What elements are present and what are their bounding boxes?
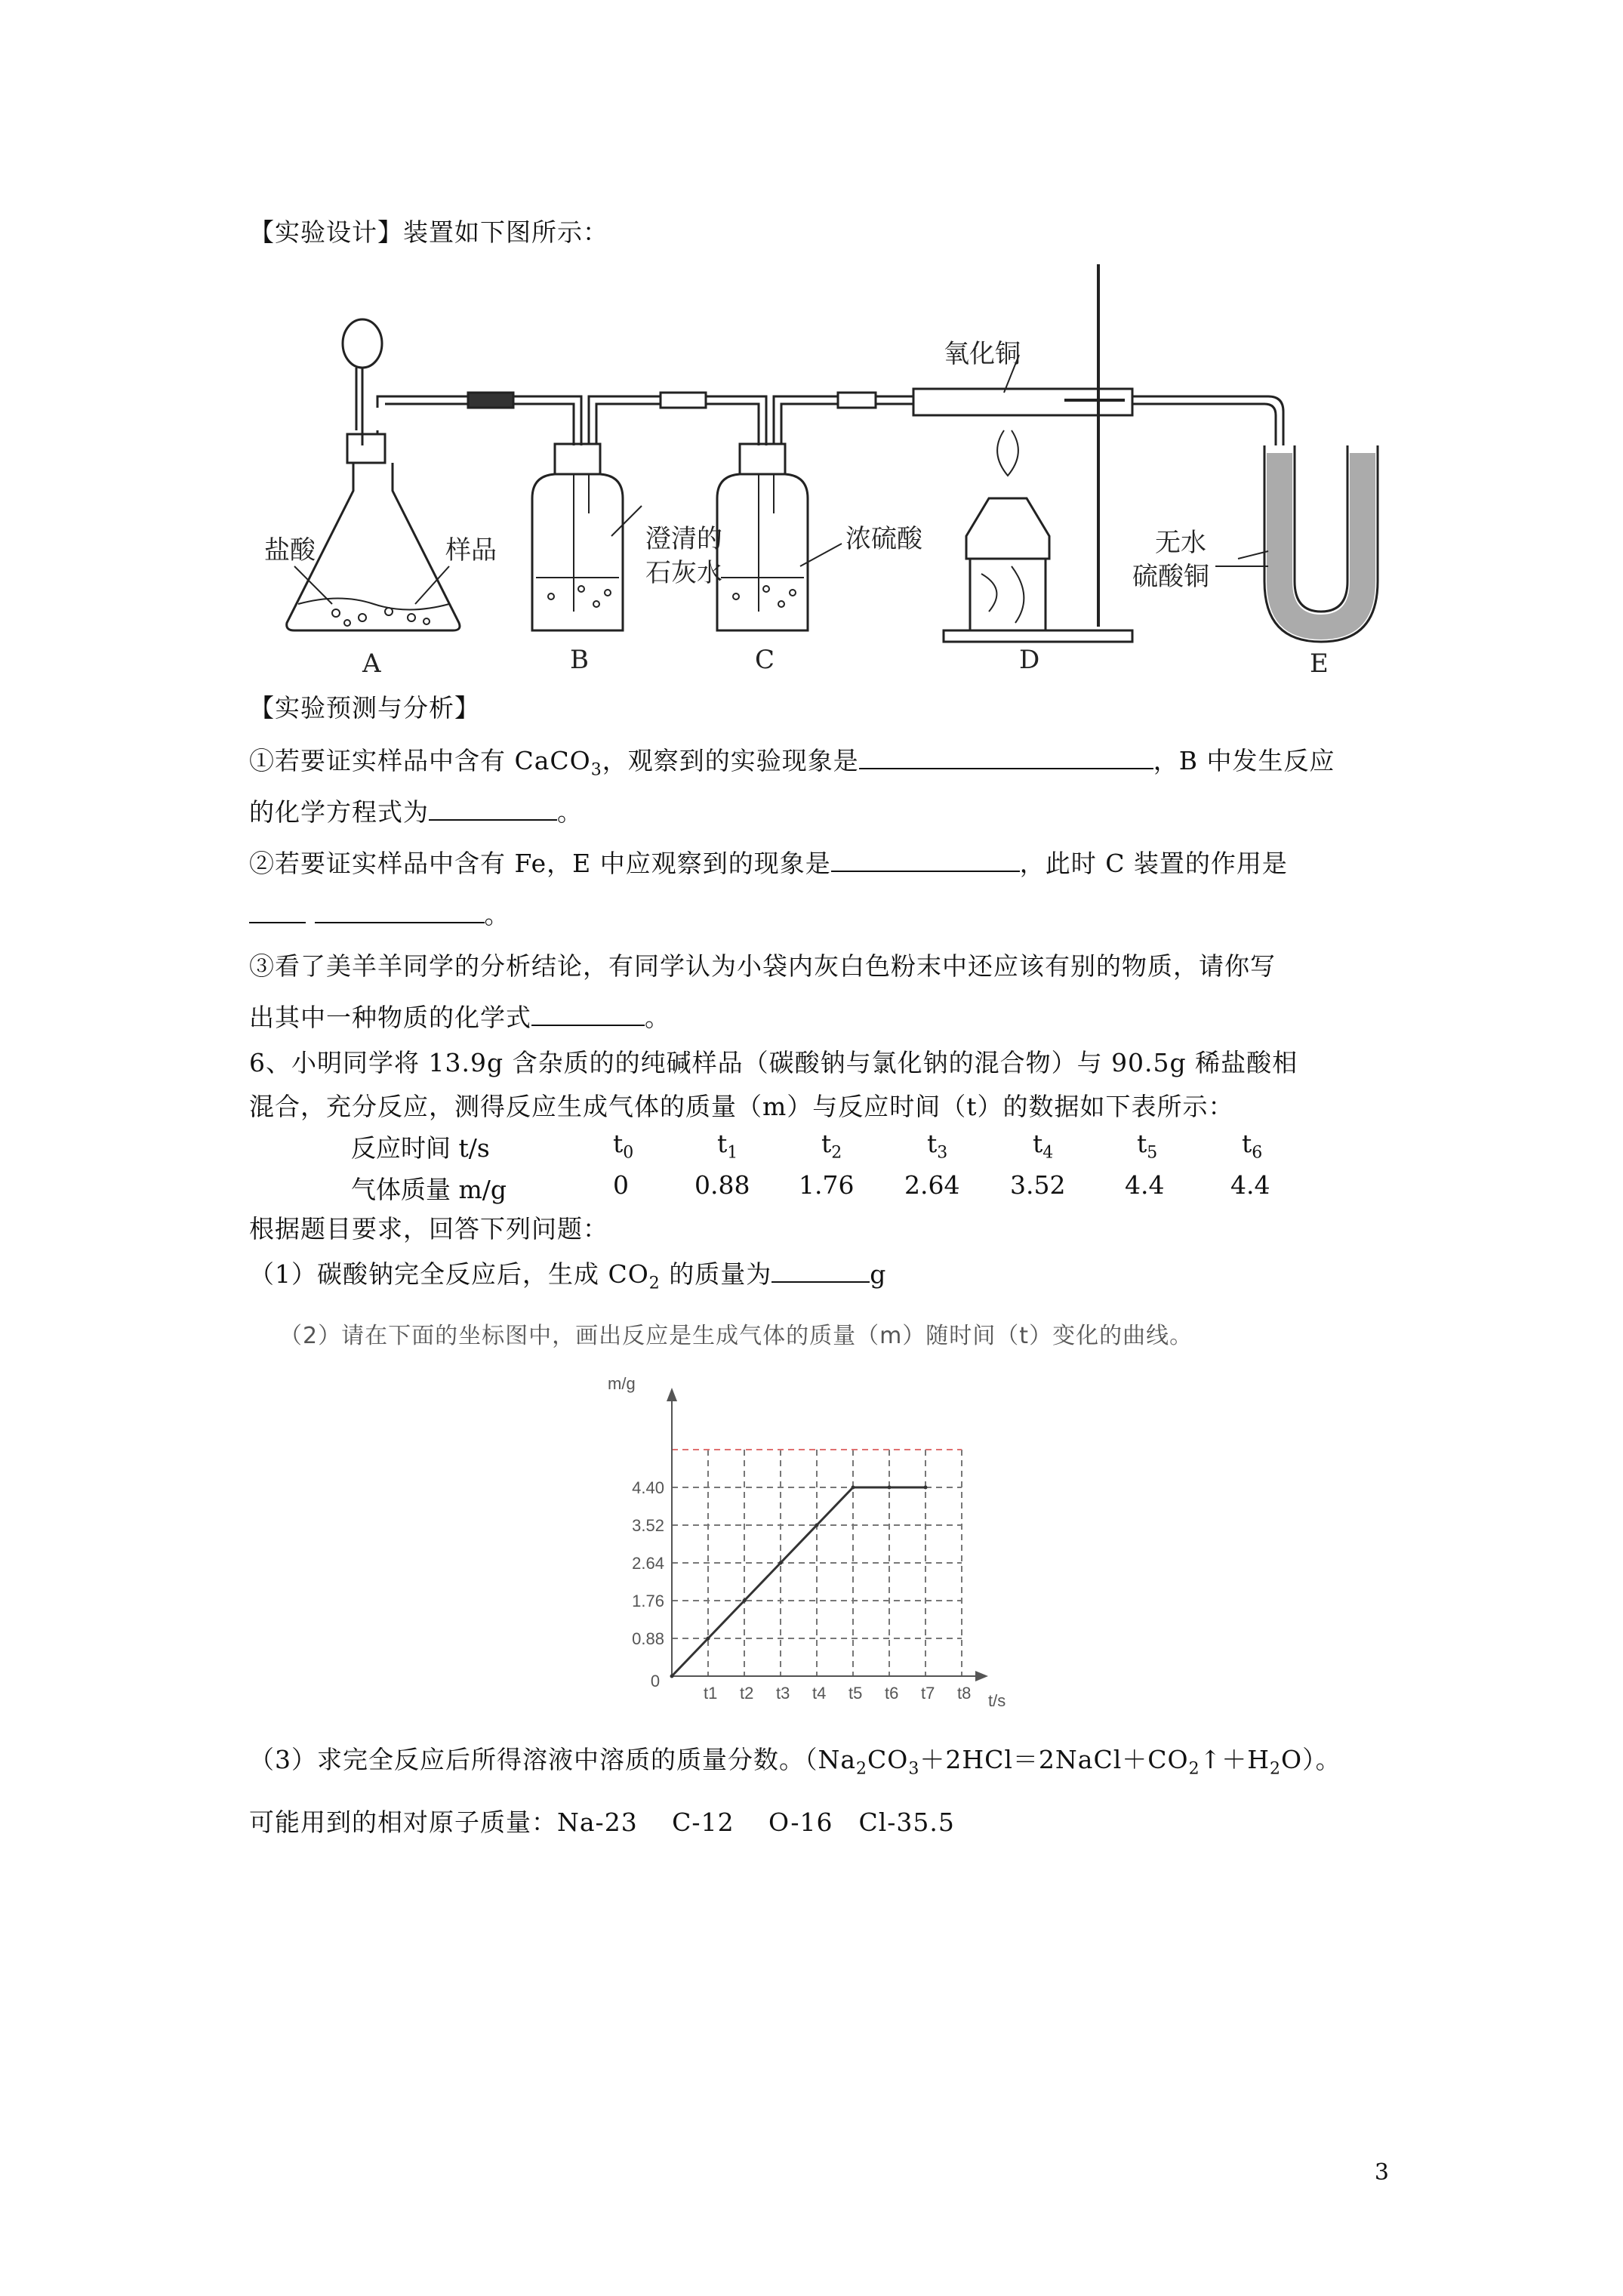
table-time-0: $t_0$ bbox=[613, 1129, 634, 1163]
table-time-6: $t_6$ bbox=[1242, 1129, 1263, 1163]
question-1-line-1: ①若要证实样品中含有 CaCO$_3$，观察到的实验现象是 ，B 中发生反应 bbox=[249, 741, 1335, 780]
table-time-2: $t_2$ bbox=[821, 1129, 842, 1163]
table-time-5: $t_5$ bbox=[1137, 1129, 1158, 1163]
x-tick-label: t4 bbox=[812, 1684, 827, 1703]
question-2-line-2: 。 bbox=[249, 895, 510, 931]
y-tick-label: 2.64 bbox=[632, 1554, 664, 1573]
question-3-line-1: ③看了美羊羊同学的分析结论，有同学认为小袋内灰白色粉末中还应该有别的物质，请你写 bbox=[249, 951, 1276, 981]
origin-label: 0 bbox=[650, 1672, 661, 1690]
table-mass-1: 0.88 bbox=[694, 1170, 750, 1200]
label-hcl: 盐酸 bbox=[264, 535, 316, 566]
answer-blank-co2-mass[interactable] bbox=[771, 1256, 870, 1283]
table-row1-label: 反应时间 t/s bbox=[351, 1133, 490, 1163]
y-axis-label: m/g bbox=[608, 1374, 636, 1393]
y-tick-label: 3.52 bbox=[632, 1516, 664, 1535]
x-tick-label: t7 bbox=[921, 1684, 935, 1703]
question-6-line-2: 混合，充分反应，测得反应生成气体的质量（m）与反应时间（t）的数据如下表所示： bbox=[249, 1092, 1234, 1121]
stand-base bbox=[944, 630, 1132, 642]
atomic-masses: 可能用到的相对原子质量：Na-23 C-12 O-16 Cl-35.5 bbox=[249, 1808, 955, 1837]
data-point bbox=[743, 1599, 747, 1603]
x-tick-label: t3 bbox=[776, 1684, 790, 1703]
question-1-line-2: 的化学方程式为 。 bbox=[249, 793, 583, 828]
x-axis-label: t/s bbox=[988, 1691, 1006, 1706]
x-tick-label: t2 bbox=[740, 1684, 754, 1703]
bottle-b bbox=[532, 474, 623, 630]
table-time-1: $t_1$ bbox=[717, 1129, 738, 1163]
alcohol-lamp bbox=[966, 498, 1049, 559]
label-limewater-2: 石灰水 bbox=[645, 558, 722, 588]
heading-experiment-design: 【实验设计】装置如下图所示： bbox=[249, 217, 608, 247]
table-time-3: $t_3$ bbox=[927, 1129, 948, 1163]
answer-blank-4a[interactable] bbox=[249, 896, 306, 923]
sub-question-2: （2）请在下面的坐标图中，画出反应是生成气体的质量（m）随时间（t）变化的曲线。 bbox=[279, 1323, 1193, 1349]
apparatus-diagram bbox=[264, 249, 1412, 680]
y-axis-arrow bbox=[667, 1388, 677, 1401]
letter-e: E bbox=[1310, 649, 1329, 679]
page-number: 3 bbox=[1374, 2159, 1389, 2186]
answer-blank-2[interactable] bbox=[429, 794, 557, 821]
answer-blank-3[interactable] bbox=[831, 845, 1020, 872]
label-limewater-1: 澄清的 bbox=[645, 524, 722, 554]
data-point bbox=[670, 1675, 674, 1678]
rubber-joint bbox=[468, 393, 513, 408]
question-6-line-1: 6、小明同学将 13.9g 含杂质的的纯碱样品（碳酸钠与氯化钠的混合物）与 90.5g 稀盐酸相 bbox=[249, 1048, 1298, 1077]
burner-flame bbox=[997, 430, 1018, 476]
answer-blank-1[interactable] bbox=[859, 742, 1153, 769]
data-point bbox=[815, 1524, 819, 1527]
y-tick-label: 1.76 bbox=[632, 1592, 664, 1610]
table-mass-6: 4.4 bbox=[1230, 1170, 1270, 1200]
data-point bbox=[924, 1486, 928, 1490]
answer-blank-4b[interactable] bbox=[315, 896, 485, 923]
answer-blank-5[interactable] bbox=[531, 999, 645, 1026]
mass-time-graph bbox=[589, 1367, 1042, 1706]
x-tick-label: t1 bbox=[704, 1684, 718, 1703]
requirements-text: 根据题目要求，回答下列问题： bbox=[249, 1214, 608, 1244]
table-mass-3: 2.64 bbox=[904, 1170, 960, 1200]
y-tick-label: 0.88 bbox=[632, 1629, 664, 1648]
label-cuso4-2: 硫酸铜 bbox=[1132, 562, 1209, 592]
question-2-line-1: ②若要证实样品中含有 Fe，E 中应观察到的现象是 ，此时 C 装置的作用是 bbox=[249, 844, 1288, 880]
sub-question-3: （3）求完全反应后所得溶液中溶质的质量分数。$(Na_2CO_3+2HCl=2NaCl+CO_2↑+H_2O)$。 bbox=[249, 1745, 1341, 1779]
table-time-4: $t_4$ bbox=[1033, 1129, 1054, 1163]
series-line bbox=[672, 1487, 925, 1676]
question-3-line-2: 出其中一种物质的化学式 。 bbox=[249, 998, 670, 1034]
table-mass-4: 3.52 bbox=[1010, 1170, 1066, 1200]
x-tick-label: t6 bbox=[885, 1684, 899, 1703]
x-tick-label: t8 bbox=[957, 1684, 972, 1703]
letter-d: D bbox=[1019, 645, 1040, 675]
wood-block bbox=[970, 559, 1046, 630]
sub-question-1: （1）碳酸钠完全反应后，生成 $CO_2$ 的质量为 g bbox=[249, 1255, 886, 1293]
table-mass-5: 4.4 bbox=[1125, 1170, 1165, 1200]
table-mass-0: 0 bbox=[613, 1170, 629, 1200]
table-row2-label: 气体质量 m/g bbox=[351, 1175, 507, 1204]
label-cuo: 氧化铜 bbox=[944, 339, 1021, 369]
data-point bbox=[779, 1561, 783, 1565]
sample-particles bbox=[332, 608, 430, 626]
letter-c: C bbox=[755, 645, 775, 675]
data-point bbox=[707, 1637, 710, 1641]
data-point bbox=[888, 1486, 892, 1490]
letter-b: B bbox=[570, 645, 589, 675]
x-tick-label: t5 bbox=[848, 1684, 863, 1703]
x-axis-arrow bbox=[975, 1671, 988, 1681]
y-tick-label: 4.40 bbox=[632, 1478, 664, 1497]
data-point bbox=[852, 1486, 855, 1490]
heading-prediction: 【实验预测与分析】 bbox=[249, 693, 480, 723]
letter-a: A bbox=[362, 649, 381, 679]
label-sample: 样品 bbox=[445, 535, 497, 566]
label-cuso4-1: 无水 bbox=[1155, 528, 1206, 558]
label-h2so4: 浓硫酸 bbox=[845, 524, 922, 554]
bottle-c bbox=[717, 474, 808, 630]
funnel-bulb bbox=[343, 319, 382, 368]
table-mass-2: 1.76 bbox=[799, 1170, 855, 1200]
